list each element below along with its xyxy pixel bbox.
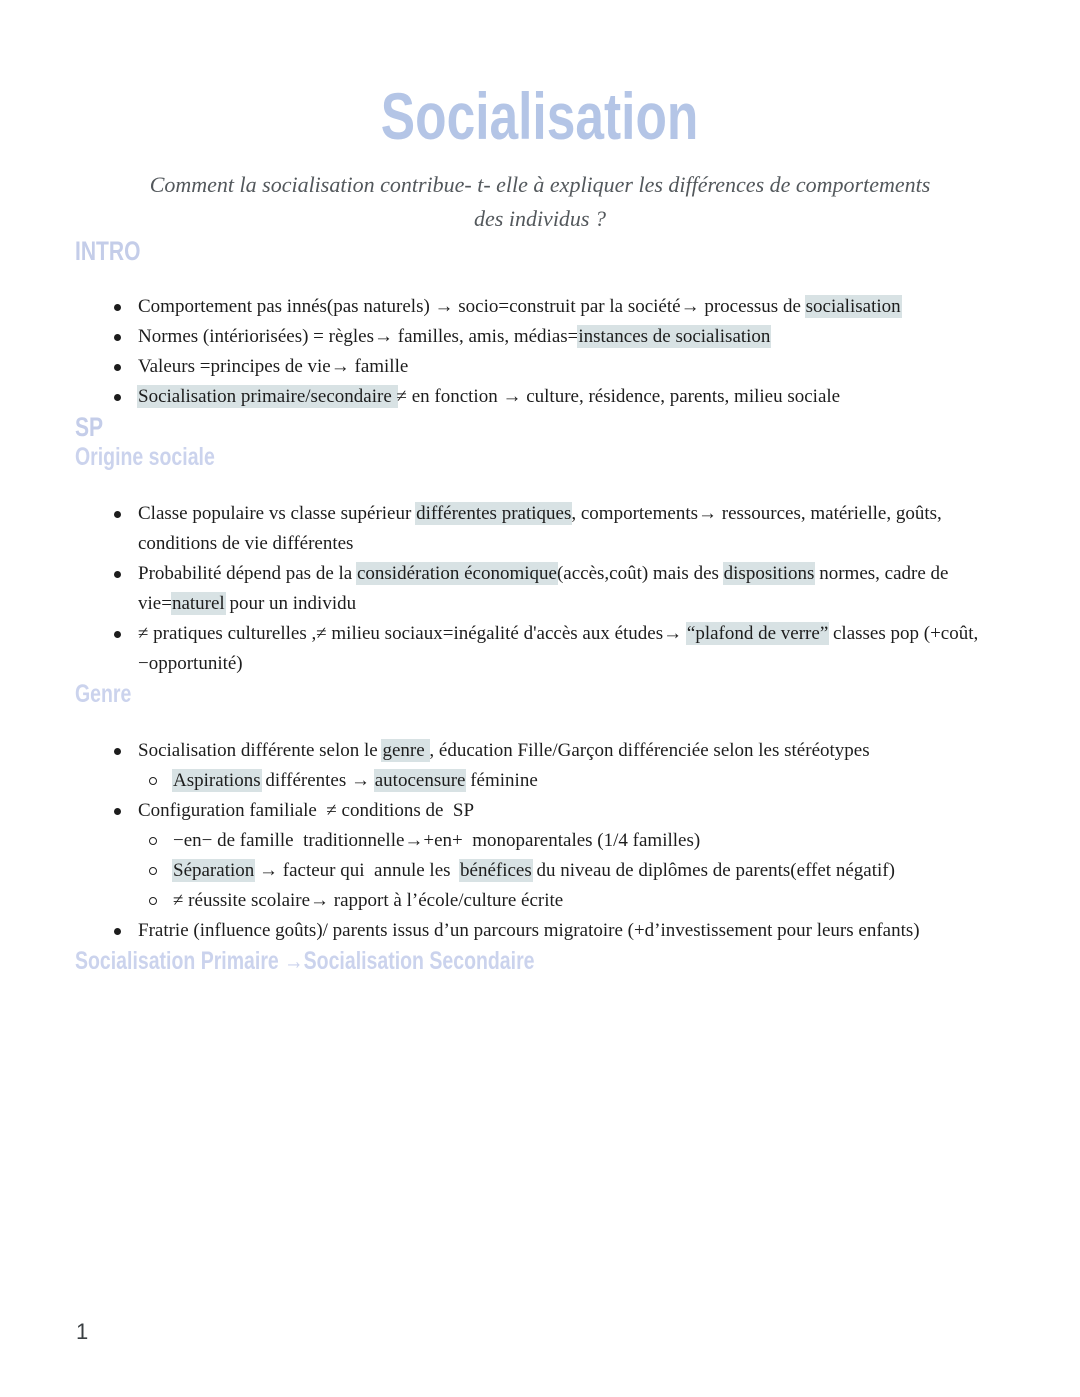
highlighted-text: dispositions [723,563,815,584]
text-run: classes pop (+coût,−opportunité) [138,623,979,674]
list-item [146,856,1005,886]
text-run: → facteur qui annule les [254,860,461,881]
text-run: Probabilité dépend pas de la [138,563,357,584]
text-run: Normes (intériorisées) = règles→ familles, amis, médias= [138,326,579,347]
page-title [75,79,1005,153]
list-item [111,736,1005,766]
highlighted-text: Aspirations [173,770,261,791]
highlighted-text: différentes pratiques [416,503,572,524]
text-run: pour un individu [224,593,357,614]
highlighted-text: naturel [171,593,225,614]
list-item [146,826,1005,856]
text-run: (accès,coût) mais des [556,563,724,584]
highlighted-text: socialisation [805,296,901,317]
text-run: −en− de famille traditionnelle→+en+ monoparentales (1/4 familles) [173,830,701,851]
highlighted-text: Socialisation primaire/secondaire [138,386,397,407]
text-run: différentes → [260,770,375,791]
list-item [111,382,1005,412]
page-number: 1 [76,1319,89,1344]
list-item [146,766,1005,796]
text-run: Comportement pas innés(pas naturels) → socio=construit par la société→ processus de [138,296,806,317]
text-run: ≠ pratiques culturelles ,≠ milieu sociaux=inégalité d'accès aux études→ [138,623,687,644]
subsection-heading-socialisation-primaire-secondaire: Socialisation Primaire →Socialisation Secondaire [75,947,535,975]
subtitle: Comment la socialisation contribue- t- elle à expliquer les différences de comportements des individus ? [149,172,931,231]
section-heading-intro: INTRO [75,236,141,266]
text-run: Fratrie (influence goûts)/ parents issus d’un parcours migratoire (+d’investissement pour leurs enfants) [138,920,920,941]
list-item [111,619,1005,679]
origine-sociale-list [75,499,1005,679]
genre-sublist-2 [111,826,1005,916]
list-item [146,886,1005,916]
highlighted-text: bénéfices [460,860,532,881]
text-run: normes, cadre de vie= [138,563,954,614]
list-item [111,499,1005,559]
genre-sublist-1 [111,766,1005,796]
text-run: ≠ en fonction → culture, résidence, parents, milieu sociale [396,386,841,407]
text-run: Configuration familiale ≠ conditions de SP [138,800,475,821]
subsection-heading-origine-sociale: Origine sociale [75,443,215,471]
text-run: du niveau de diplômes de parents(effet négatif) [531,860,895,881]
highlighted-text: Séparation [173,860,255,881]
highlighted-text: genre [382,740,430,761]
intro-list [75,292,1005,412]
subsection-heading-genre: Genre [75,680,132,708]
highlighted-text: “plafond de verre” [686,623,829,644]
text-run: Valeurs =principes de vie→ famille [138,356,409,377]
list-item [111,352,1005,382]
highlighted-text: autocensure [374,770,466,791]
text-run: , éducation Fille/Garçon différenciée selon les stéréotypes [429,740,870,761]
text-run: Socialisation différente selon le [138,740,383,761]
section-heading-sp: SP [75,412,104,442]
list-item [111,292,1005,322]
list-item [111,559,1005,619]
list-item [111,916,1005,946]
genre-list [75,736,1005,946]
text-run: ≠ réussite scolaire→ rapport à l’école/culture écrite [173,890,564,911]
highlighted-text: instances de socialisation [578,326,771,347]
page-title-text: Socialisation [381,79,699,153]
highlighted-text: considération économique [356,563,557,584]
text-run: Classe populaire vs classe supérieur [138,503,417,524]
list-item [111,322,1005,352]
list-item [111,796,1005,826]
text-run: , comportements→ ressources, matérielle, goûts, conditions de vie différentes [138,503,947,554]
text-run: féminine [465,770,538,791]
